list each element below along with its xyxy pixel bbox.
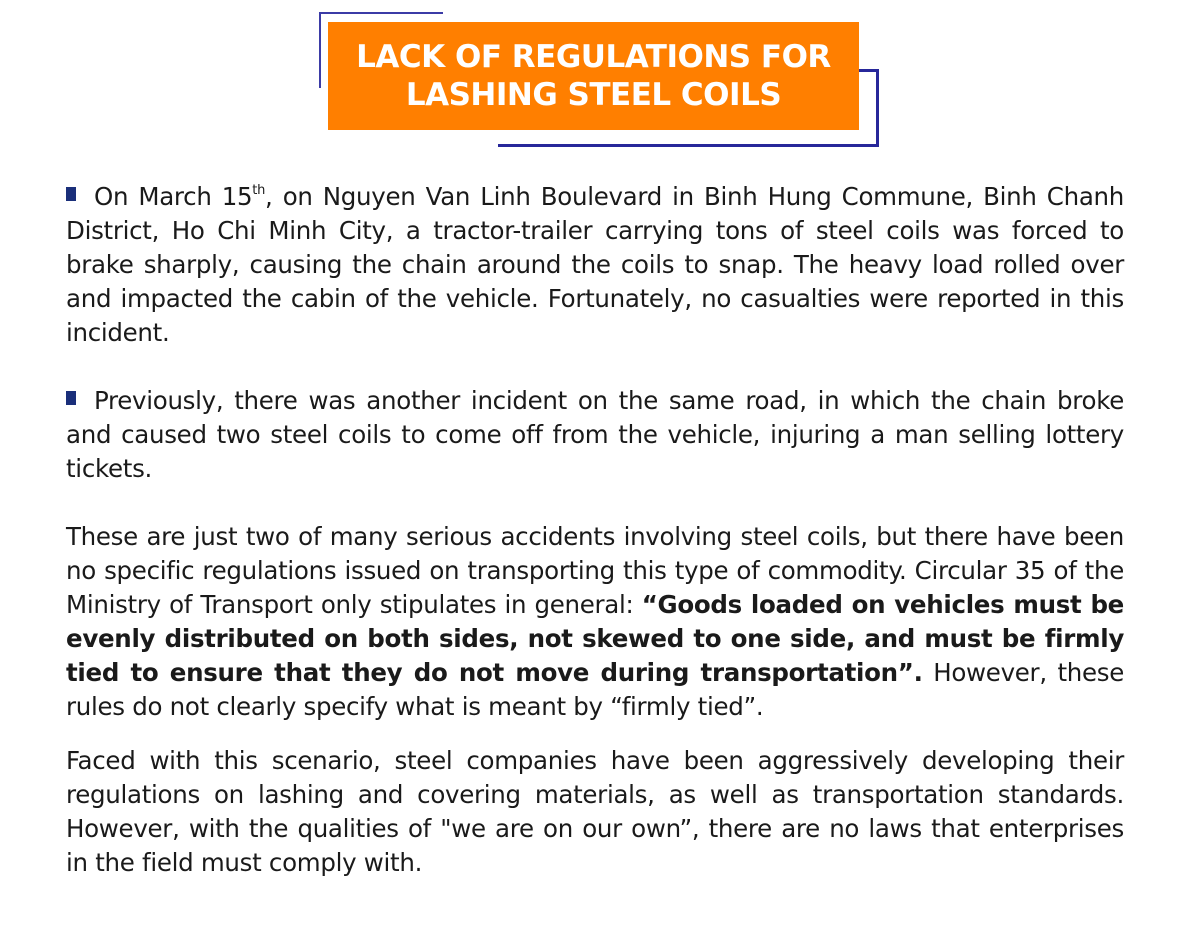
square-bullet-icon	[66, 187, 76, 201]
title-banner	[328, 22, 859, 130]
paragraph-incident-march	[66, 180, 1124, 350]
square-bullet-icon	[66, 391, 76, 405]
title-line-2: LASHING STEEL COILS	[405, 77, 782, 113]
paragraph-3-intro: These are just two of many serious accidents involving steel coils, but there have been no specific regulations issued on transporting this type of commodity. Circular 35 of the Ministry of Transport only stipulates in general:	[66, 522, 1124, 619]
paragraph-steel-companies	[66, 744, 1124, 880]
page-title	[356, 38, 831, 114]
title-line-1: LACK OF REGULATIONS FOR	[356, 39, 831, 75]
circular-35-quote: “Goods loaded on vehicles must be evenly distributed on both sides, not skewed to one side, and must be firmly tied to ensure that they do not move during transportation”.	[66, 590, 1124, 687]
title-frame-top-left-horizontal	[319, 12, 443, 14]
paragraph-1-text-rest: , on Nguyen Van Linh Boulevard in Binh Hung Commune, Binh Chanh District, Ho Chi Minh City, a tractor-trailer carrying tons of steel coils was forced to brake sharply, causing the chain around the coils to snap. The heavy load rolled over and impacted the cabin of the vehicle. Fortunately, no casualties were reported in this incident.	[66, 182, 1124, 347]
paragraph-4-text: Faced with this scenario, steel companies have been aggressively developing their regulations on lashing and covering materials, as well as transportation standards. However, with the qualities of "we are on our own”, there are no laws that enterprises in the field must comply with.	[66, 746, 1124, 877]
article-body	[66, 180, 1124, 880]
paragraph-1-text-start: On March 15	[94, 182, 253, 211]
ordinal-suffix: th	[252, 183, 266, 198]
paragraph-previous-incident	[66, 384, 1124, 486]
paragraph-2-text: Previously, there was another incident on the same road, in which the chain broke and caused two steel coils to come off from the vehicle, injuring a man selling lottery tickets.	[66, 386, 1124, 483]
title-frame-right-vertical	[876, 69, 879, 147]
paragraph-regulations	[66, 520, 1124, 724]
title-frame-top-left-vertical	[319, 12, 321, 88]
title-frame-bottom-horizontal	[498, 144, 879, 147]
paragraph-3-outro: However, these rules do not clearly specify what is meant by “firmly tied”.	[66, 658, 1125, 721]
